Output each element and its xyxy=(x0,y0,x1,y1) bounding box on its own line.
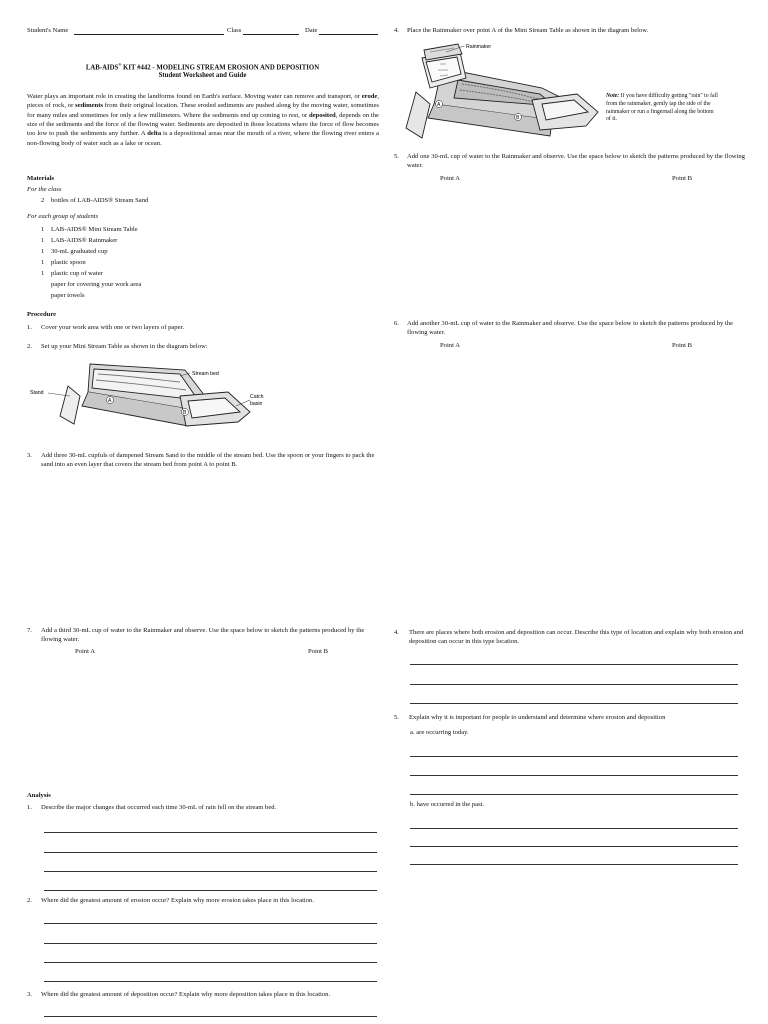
analysis-q5a-text: a. are occurring today. xyxy=(410,729,469,736)
point-a-marker-2: A xyxy=(437,102,441,108)
step-5-number: 5. xyxy=(394,153,399,160)
step-7-number: 7. xyxy=(27,627,32,634)
title-brand: LAB-AIDS xyxy=(85,64,119,72)
step-5-text: Add one 30-mL cup of water to the Rainmaker and observe. Use the space below to sketch the patterns produced by the flowing water. xyxy=(407,153,745,169)
answer-line[interactable] xyxy=(410,794,738,795)
answer-line[interactable] xyxy=(410,703,738,704)
class-line[interactable] xyxy=(243,34,299,35)
analysis-q5-number: 5. xyxy=(394,714,399,721)
procedure-heading: Procedure xyxy=(27,311,57,318)
date-line[interactable] xyxy=(319,34,378,35)
list-item: 2 bottles of LAB-AIDS® Stream Sand xyxy=(41,197,149,204)
list-item: paper for covering your work area xyxy=(51,281,142,288)
answer-line[interactable] xyxy=(410,846,738,847)
answer-line[interactable] xyxy=(44,871,377,872)
answer-line[interactable] xyxy=(44,981,377,982)
list-item: 1 30-mL graduated cup xyxy=(41,248,108,255)
list-item: paper towels xyxy=(51,292,85,299)
stream-bed-label: Stream bed xyxy=(192,371,219,377)
answer-line[interactable] xyxy=(44,943,377,944)
analysis-q4-text: There are places where both erosion and deposition can occur. Describe this type of location and explain why both erosion and deposition can occur in this type location. xyxy=(409,629,744,645)
step-6-number: 6. xyxy=(394,320,399,327)
analysis-q3-number: 3. xyxy=(27,991,32,998)
step-6-text: Add another 30-mL cup of water to the Rainmaker and observe. Use the space below to sketch the patterns produced by the flowing water. xyxy=(407,320,734,336)
step-1-number: 1. xyxy=(27,324,32,331)
analysis-q3-text: Where did the greatest amount of deposition occur? Explain why more deposition takes place in this location. xyxy=(41,991,331,998)
answer-line[interactable] xyxy=(44,852,377,853)
list-item: 1 LAB-AIDS® Mini Stream Table xyxy=(41,226,138,233)
date-label: Date xyxy=(305,27,318,34)
answer-line[interactable] xyxy=(410,664,738,665)
student-name-label: Student's Name xyxy=(27,27,69,34)
catch-basin-label-2: basin xyxy=(250,401,263,407)
step-3-number: 3. xyxy=(27,452,32,459)
list-item: 1 plastic spoon xyxy=(41,259,86,266)
rainmaker-note: Note: If you have difficulty getting "rain" to fall from the rainmaker, gently tap the side of the rainmaker or run a fingernail along the bottom of it. xyxy=(606,93,718,123)
analysis-q1-number: 1. xyxy=(27,804,32,811)
materials-heading: Materials xyxy=(27,175,55,182)
class-materials-list xyxy=(41,197,148,206)
answer-line[interactable] xyxy=(44,1016,377,1017)
step-4-number: 4. xyxy=(394,27,399,34)
class-label: Class xyxy=(227,27,242,34)
student-name-line[interactable] xyxy=(74,34,224,35)
step-7-text: Add a third 30-mL cup of water to the Rainmaker and observe. Use the space below to sketch the patterns produced by the flowing water. xyxy=(41,627,365,643)
answer-line[interactable] xyxy=(410,756,738,757)
analysis-heading: Analysis xyxy=(27,792,51,799)
analysis-q1-text: Describe the major changes that occurred each time 30-mL of rain fell on the stream bed. xyxy=(41,804,277,811)
stream-table-diagram xyxy=(30,356,280,434)
catch-basin-label-1: Catch xyxy=(250,394,264,400)
step-1-text: Cover your work area with one or two layers of paper. xyxy=(41,324,185,331)
analysis-q4-number: 4. xyxy=(394,629,399,636)
answer-line[interactable] xyxy=(44,923,377,924)
rainmaker-diagram xyxy=(402,40,602,145)
step-7-point-b: Point B xyxy=(308,648,328,655)
page-title: LAB-AIDS® KIT #442 - MODELING STREAM EROSION AND DEPOSITION xyxy=(85,62,320,72)
point-a-marker: A xyxy=(108,398,112,404)
answer-line[interactable] xyxy=(44,832,377,833)
answer-line[interactable] xyxy=(44,890,377,891)
analysis-q2-number: 2. xyxy=(27,897,32,904)
analysis-q5b-text: b. have occurred in the past. xyxy=(410,801,485,808)
step-2-number: 2. xyxy=(27,343,32,350)
answer-line[interactable] xyxy=(44,962,377,963)
step-6-point-a: Point A xyxy=(440,342,460,349)
step-5-point-b: Point B xyxy=(672,175,692,182)
group-materials-list xyxy=(41,224,141,301)
step-4-text: Place the Rainmaker over point A of the Mini Stream Table as shown in the diagram below. xyxy=(407,27,649,34)
list-item: 1 plastic cup of water xyxy=(41,270,103,277)
answer-line[interactable] xyxy=(410,775,738,776)
answer-line[interactable] xyxy=(410,828,738,829)
analysis-q2-text: Where did the greatest amount of erosion occur? Explain why more erosion takes place in this location. xyxy=(41,897,315,904)
page-subtitle: Student Worksheet and Guide xyxy=(158,72,247,79)
answer-line[interactable] xyxy=(410,864,738,865)
step-6-point-b: Point B xyxy=(672,342,692,349)
step-3-text: Add three 30-mL cupfuls of dampened Stream Sand to the middle of the stream bed. Use the spoon or your fingers to pack the sand into an even layer that covers the stream bed from point A to point B. xyxy=(41,452,375,468)
answer-line[interactable] xyxy=(410,684,738,685)
rainmaker-label: Rainmaker xyxy=(466,44,492,50)
step-2-text: Set up your Mini Stream Table as shown in the diagram below: xyxy=(41,343,208,350)
step-5-point-a: Point A xyxy=(440,175,460,182)
intro-paragraph: Water plays an important role in creating the landforms found on Earth's surface. Moving water can remove and transport, or erode, pieces of rock, or sediments from their original location. These eroded sediments are pushed along by the moving water, sometimes for many miles and sometimes for only a few millimeters. Where the sediments end up coming to rest, or deposited, depends on the size of the sediments and the force of the flowing water. Sediments are deposited in those locations where the force of flow becomes too low to push the sediments any further. A delta is a depositional areas near the mouth of a river, where the flowing river enters a non-flowing body of water such as a lake or ocean. xyxy=(27,93,380,147)
analysis-q5-text: Explain why it is important for people to understand and determine where erosion and deposition xyxy=(409,714,666,721)
for-group-label: For each group of students xyxy=(27,213,99,220)
step-7-point-a: Point A xyxy=(75,648,95,655)
list-item: 1 LAB-AIDS® Rainmaker xyxy=(41,237,118,244)
for-class-label: For the class xyxy=(27,186,62,193)
stand-label: Stand xyxy=(30,390,44,396)
point-b-marker-2: B xyxy=(516,115,520,121)
point-b-marker: B xyxy=(183,410,187,416)
